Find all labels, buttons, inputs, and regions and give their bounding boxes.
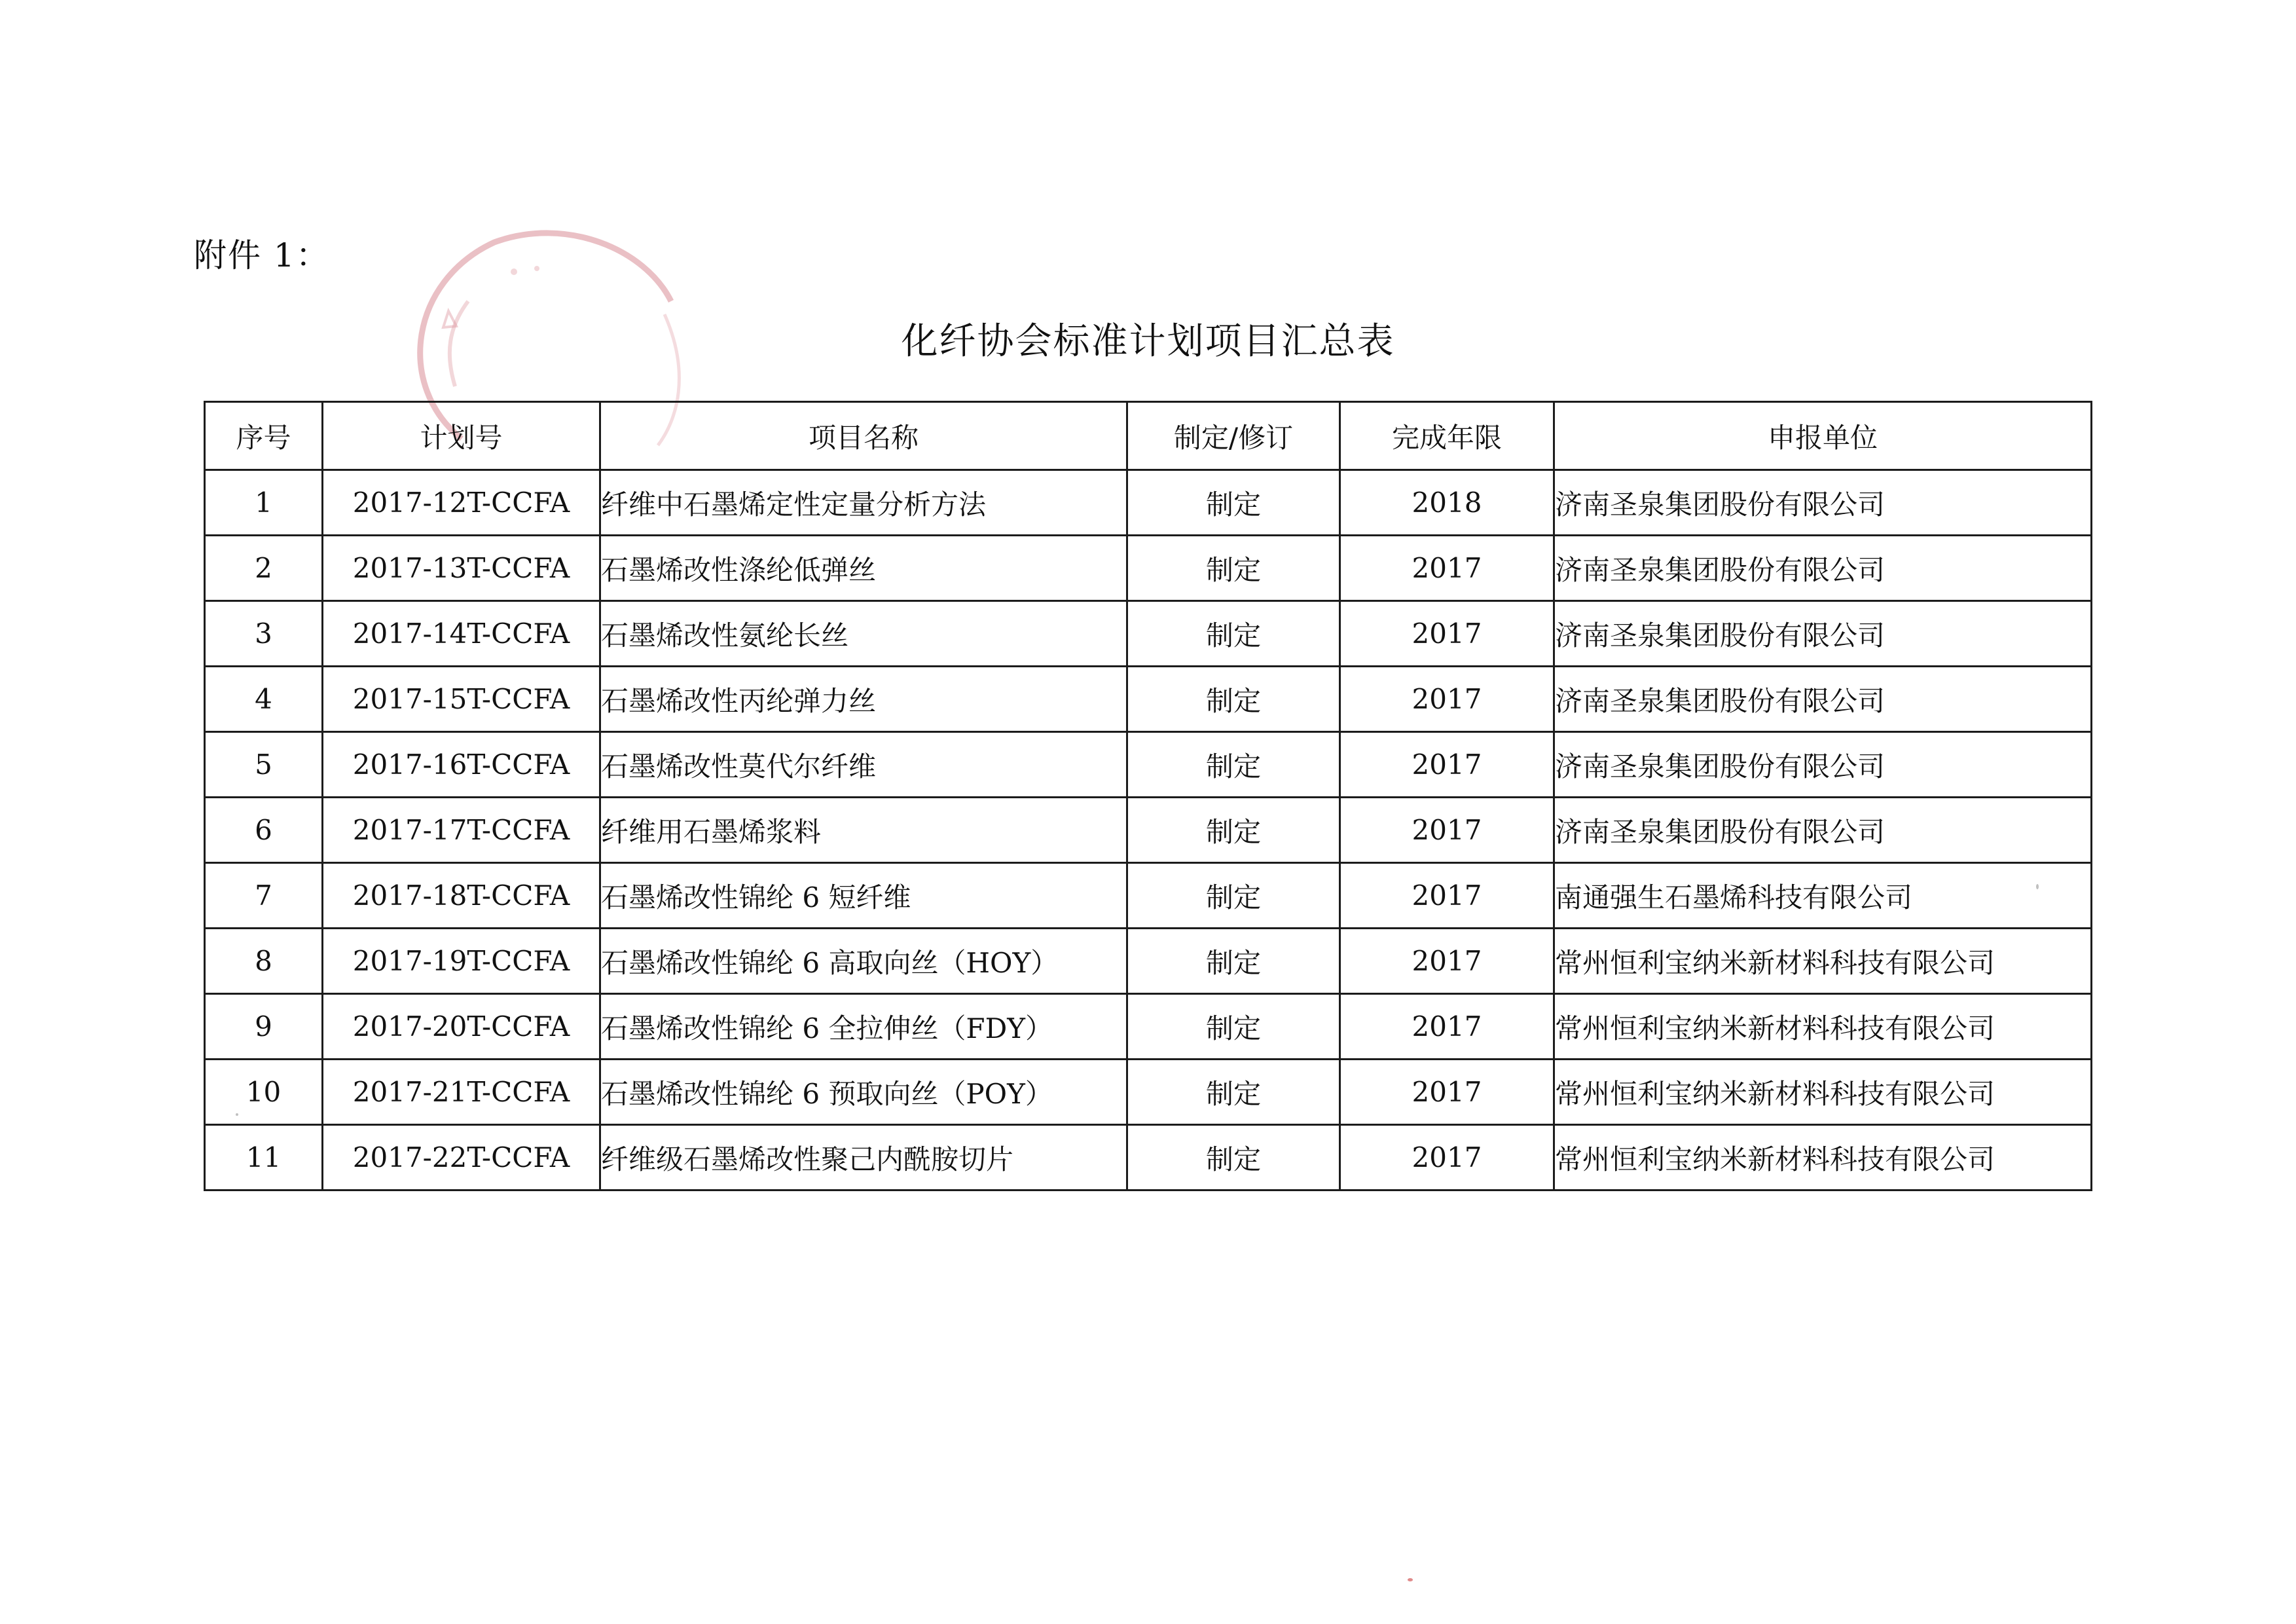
- table-row: [205, 798, 2092, 863]
- document-title: 化纤协会标准计划项目汇总表: [901, 320, 1395, 363]
- table-row: [205, 667, 2092, 732]
- completion-year-cell: 2017: [1340, 536, 1554, 601]
- plan-no-cell: 2017-15T-CCFA: [323, 667, 600, 732]
- applicant-unit-cell: 济南圣泉集团股份有限公司: [1554, 536, 2092, 601]
- project-name-cell: 石墨烯改性锦纶 6 短纤维: [600, 863, 1127, 929]
- header-revision-type: 制定/修订: [1127, 402, 1340, 470]
- completion-year-cell: 2018: [1340, 470, 1554, 536]
- revision-type-cell: 制定: [1127, 863, 1340, 929]
- table-row: [205, 1125, 2092, 1190]
- completion-year-cell: 2017: [1340, 667, 1554, 732]
- table-row: [205, 536, 2092, 601]
- seq-cell: 8: [205, 929, 323, 994]
- header-plan-no: 计划号: [323, 402, 600, 470]
- seq-cell: 9: [205, 994, 323, 1060]
- completion-year-cell: 2017: [1340, 1125, 1554, 1190]
- table-row: [205, 601, 2092, 667]
- applicant-unit-cell: 常州恒利宝纳米新材料科技有限公司: [1554, 1125, 2092, 1190]
- revision-type-cell: 制定: [1127, 732, 1340, 798]
- project-name-cell: 石墨烯改性锦纶 6 全拉伸丝（FDY）: [600, 994, 1127, 1060]
- completion-year-cell: 2017: [1340, 863, 1554, 929]
- completion-year-cell: 2017: [1340, 798, 1554, 863]
- project-name-cell: 石墨烯改性丙纶弹力丝: [600, 667, 1127, 732]
- seq-cell: 10: [205, 1060, 323, 1125]
- revision-type-cell: 制定: [1127, 798, 1340, 863]
- seq-cell: 2: [205, 536, 323, 601]
- table-row: [205, 863, 2092, 929]
- applicant-unit-cell: 南通强生石墨烯科技有限公司: [1554, 863, 2092, 929]
- seq-cell: 6: [205, 798, 323, 863]
- project-name-cell: 石墨烯改性锦纶 6 高取向丝（HOY）: [600, 929, 1127, 994]
- applicant-unit-cell: 济南圣泉集团股份有限公司: [1554, 798, 2092, 863]
- project-name-cell: 石墨烯改性莫代尔纤维: [600, 732, 1127, 798]
- plan-no-cell: 2017-22T-CCFA: [323, 1125, 600, 1190]
- scan-speck: [236, 1113, 238, 1116]
- scan-speck: [1408, 1578, 1413, 1581]
- applicant-unit-cell: 常州恒利宝纳米新材料科技有限公司: [1554, 929, 2092, 994]
- seq-cell: 1: [205, 470, 323, 536]
- completion-year-cell: 2017: [1340, 601, 1554, 667]
- seq-cell: 11: [205, 1125, 323, 1190]
- revision-type-cell: 制定: [1127, 470, 1340, 536]
- table-row: [205, 732, 2092, 798]
- plan-no-cell: 2017-16T-CCFA: [323, 732, 600, 798]
- revision-type-cell: 制定: [1127, 929, 1340, 994]
- plan-no-cell: 2017-12T-CCFA: [323, 470, 600, 536]
- header-completion-year: 完成年限: [1340, 402, 1554, 470]
- applicant-unit-cell: 常州恒利宝纳米新材料科技有限公司: [1554, 1060, 2092, 1125]
- applicant-unit-cell: 常州恒利宝纳米新材料科技有限公司: [1554, 994, 2092, 1060]
- revision-type-cell: 制定: [1127, 1060, 1340, 1125]
- revision-type-cell: 制定: [1127, 1125, 1340, 1190]
- applicant-unit-cell: 济南圣泉集团股份有限公司: [1554, 601, 2092, 667]
- header-seq: 序号: [205, 402, 323, 470]
- plan-no-cell: 2017-21T-CCFA: [323, 1060, 600, 1125]
- revision-type-cell: 制定: [1127, 667, 1340, 732]
- project-name-cell: 纤维级石墨烯改性聚己内酰胺切片: [600, 1125, 1127, 1190]
- table-row: [205, 1060, 2092, 1125]
- seq-cell: 5: [205, 732, 323, 798]
- completion-year-cell: 2017: [1340, 732, 1554, 798]
- plan-no-cell: 2017-14T-CCFA: [323, 601, 600, 667]
- project-name-cell: 石墨烯改性锦纶 6 预取向丝（POY）: [600, 1060, 1127, 1125]
- seq-cell: 3: [205, 601, 323, 667]
- revision-type-cell: 制定: [1127, 536, 1340, 601]
- applicant-unit-cell: 济南圣泉集团股份有限公司: [1554, 470, 2092, 536]
- project-name-cell: 石墨烯改性涤纶低弹丝: [600, 536, 1127, 601]
- standards-summary-table: [204, 401, 2092, 1191]
- completion-year-cell: 2017: [1340, 994, 1554, 1060]
- plan-no-cell: 2017-20T-CCFA: [323, 994, 600, 1060]
- plan-no-cell: 2017-17T-CCFA: [323, 798, 600, 863]
- attachment-label: 附件 1：: [194, 236, 330, 274]
- table-row: [205, 994, 2092, 1060]
- completion-year-cell: 2017: [1340, 929, 1554, 994]
- revision-type-cell: 制定: [1127, 601, 1340, 667]
- table-row: [205, 470, 2092, 536]
- revision-type-cell: 制定: [1127, 994, 1340, 1060]
- plan-no-cell: 2017-13T-CCFA: [323, 536, 600, 601]
- scan-speck: [2036, 884, 2039, 889]
- plan-no-cell: 2017-18T-CCFA: [323, 863, 600, 929]
- header-project-name: 项目名称: [600, 402, 1127, 470]
- completion-year-cell: 2017: [1340, 1060, 1554, 1125]
- project-name-cell: 石墨烯改性氨纶长丝: [600, 601, 1127, 667]
- seq-cell: 7: [205, 863, 323, 929]
- header-applicant-unit: 申报单位: [1554, 402, 2092, 470]
- project-name-cell: 纤维用石墨烯浆料: [600, 798, 1127, 863]
- plan-no-cell: 2017-19T-CCFA: [323, 929, 600, 994]
- table-row: [205, 929, 2092, 994]
- table-header-row: [205, 402, 2092, 470]
- seq-cell: 4: [205, 667, 323, 732]
- applicant-unit-cell: 济南圣泉集团股份有限公司: [1554, 667, 2092, 732]
- project-name-cell: 纤维中石墨烯定性定量分析方法: [600, 470, 1127, 536]
- applicant-unit-cell: 济南圣泉集团股份有限公司: [1554, 732, 2092, 798]
